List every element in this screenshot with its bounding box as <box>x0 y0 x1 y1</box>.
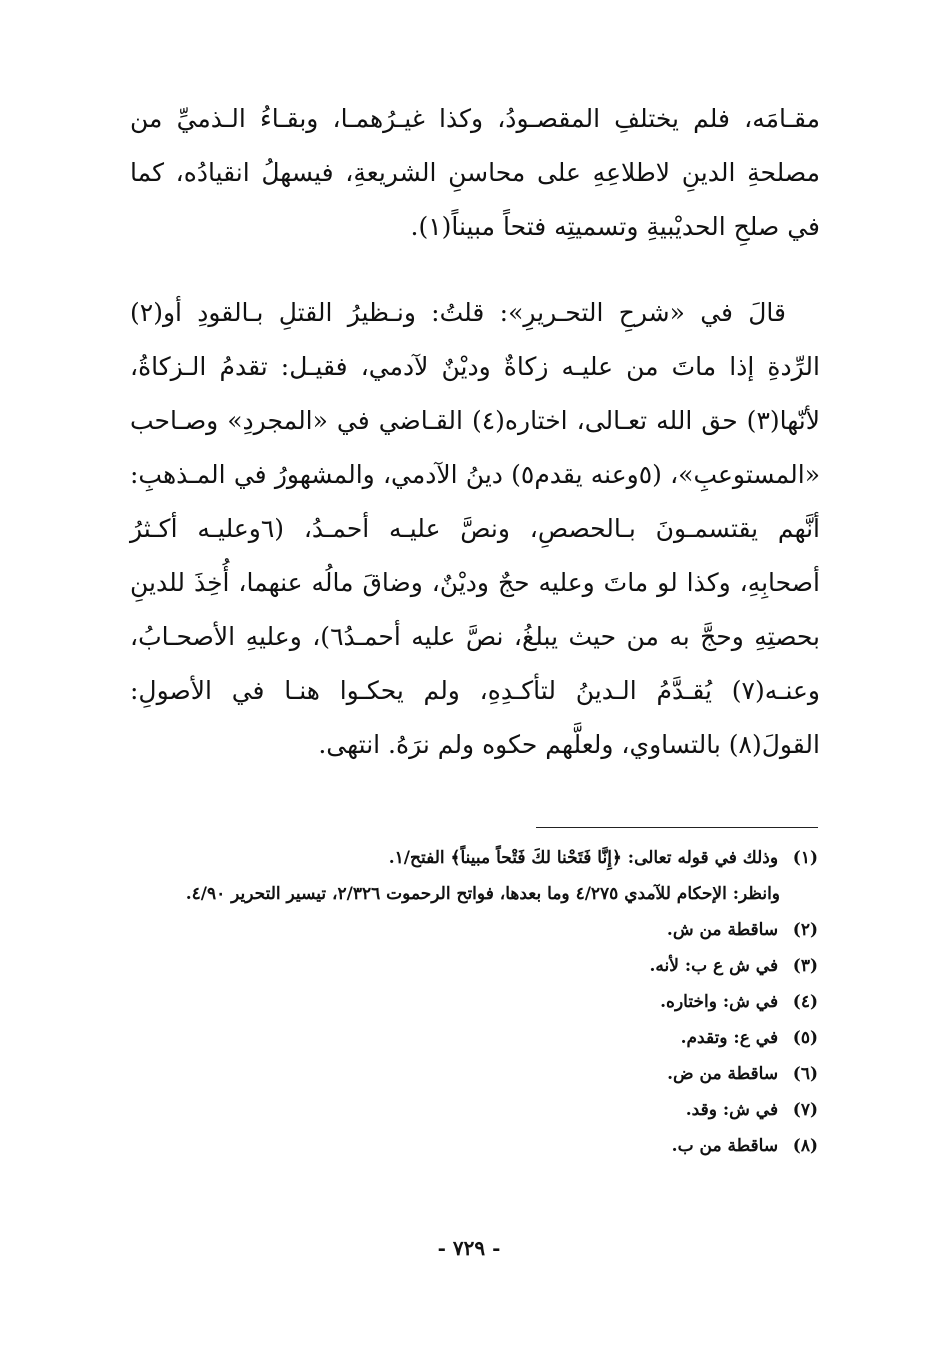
footnote-text: ساقطة من ب. <box>671 1136 779 1156</box>
footnote-number: (٤) <box>792 992 818 1012</box>
footnote-number: (٥) <box>792 1028 818 1048</box>
footnote-6 <box>110 1056 818 1092</box>
footnote-text: في ش: وقد. <box>685 1100 779 1120</box>
footnotes <box>110 840 818 1164</box>
footnote-4 <box>110 984 818 1020</box>
footnote-5 <box>110 1020 818 1056</box>
footnote-number: (١) <box>792 848 818 868</box>
paragraph-1: مقـامَه، فلم يختلفِ المقصـودُ، وكذا غيـرُهمـا، وبقـاءُ الـذميِّ من مصلحةِ الدينِ لاطلاعِهِ على محاسنِ الشريعةِ، فيسهلُ انقيادُه، كما في صلحِ الحديْبيةِ وتسميتِه فتحاً مبيناً(١). <box>130 104 820 241</box>
footnote-text: وذلك في قوله تعالى: ﴿إِنَّا فَتَحْنا لكَ فَتْحاً مبيناً﴾ الفتح/١. <box>388 848 779 868</box>
footnote-number: (٦) <box>792 1064 818 1084</box>
footnote-1 <box>110 840 818 876</box>
footnote-3 <box>110 948 818 984</box>
footnote-1-continuation <box>110 876 818 912</box>
footnote-2 <box>110 912 818 948</box>
footnote-separator <box>536 827 818 828</box>
footnote-number: (٣) <box>792 956 818 976</box>
footnote-text: ساقطة من ش. <box>666 920 779 940</box>
footnote-text: في ش: واختاره. <box>660 992 779 1012</box>
footnote-number: (٧) <box>792 1100 818 1120</box>
footnote-8 <box>110 1128 818 1164</box>
footnote-text: في ع: وتقدم. <box>680 1028 779 1048</box>
footnote-number: (٢) <box>792 920 818 940</box>
footnote-number: (٨) <box>792 1136 818 1156</box>
footnote-text: في ش ع ب: لأنه. <box>649 956 779 976</box>
paragraph-2-text: قالَ في «شرحِ التحـريرِ»: قلتُ: ونـظيرُ القتلِ بـالقودِ أو(٢) الرِّدةِ إذا ماتَ من عليـه زكاةٌ وديْنٌ لآدمي، فقيـل: تقدمُ الـزكاةُ، لأنّها(٣) حق الله تعـالى، اختاره(٤) القـاضي في «المجردِ» وصـاحب «المستوعبِ»، (٥وعنه يقدم٥) دينُ الآدمي، والمشهورُ في المـذهبِ: أنَّهم يقتسمـونَ بـالحصصِ، ونصَّ عليـه أحمـدُ، (٦وعليـه أكـثرُ أصحابِهِ، وكذا لو ماتَ وعليه حجٌ وديْنٌ، وضاقَ مالُه عنهما، أُخِذَ للدينِ بحصتِهِ وحجَّ به من حيث يبلغُ، نصَّ عليه أحمـدُ٦)، وعليهِ الأصحـابُ، وعنـه(٧) يُقـدَّمُ الـدينُ لتأكـدِهِ، ولم يحكـوا هنـا في الأصولِ: القولَ(٨) بالتساوي، ولعلَّهم حكوه ولم نرَهُ. انتهى. <box>130 298 820 759</box>
footnote-7 <box>110 1092 818 1128</box>
footnote-text: وانظر: الإحكام للآمدي ٤/٢٧٥ وما بعدها، فواتح الرحموت ٢/٣٢٦، تيسير التحرير ٤/٩٠. <box>185 884 780 904</box>
footnote-text: ساقطة من ض. <box>667 1064 779 1084</box>
paragraph-2 <box>130 286 820 772</box>
page-number: - ٧٢٩ - <box>437 1236 501 1260</box>
